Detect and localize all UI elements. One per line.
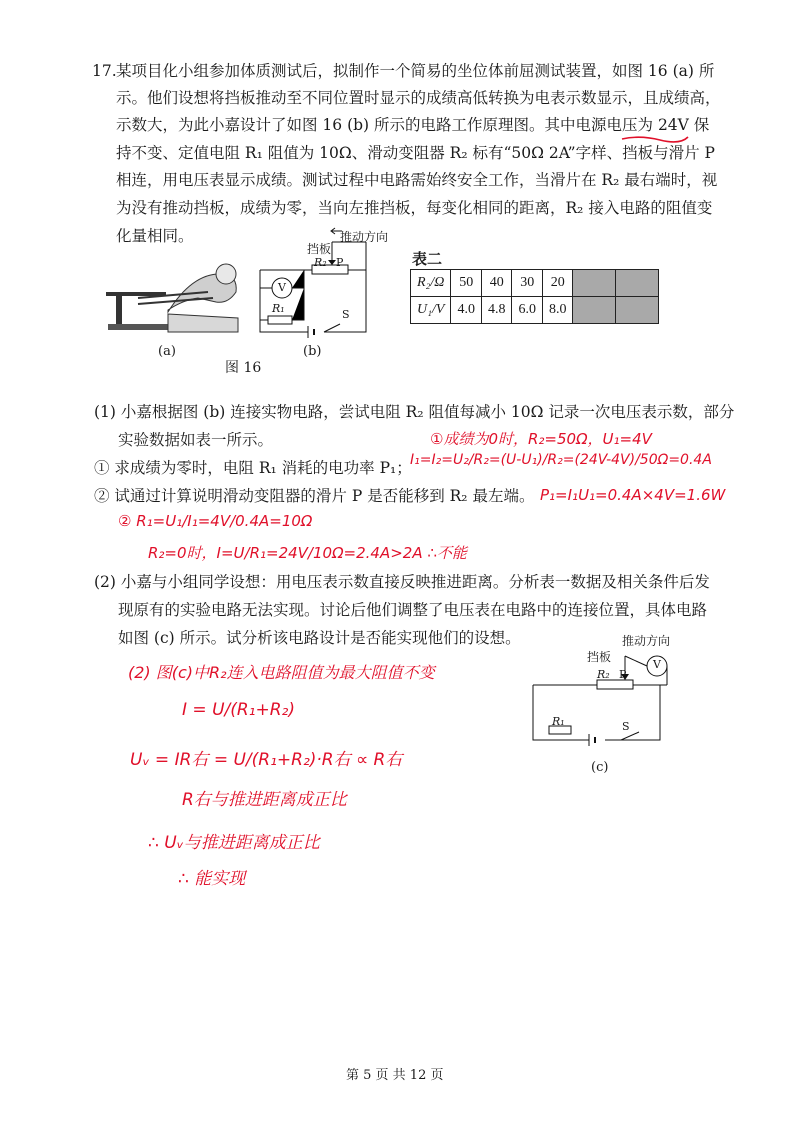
figure-16a-label: (a) xyxy=(158,344,176,359)
table-cell: 4.8 xyxy=(481,297,512,324)
part1-intro-line1: (1) 小嘉根据图 (b) 连接实物电路，尝试电阻 R₂ 阻值每减小 10Ω 记录一次电压表示数，部分 xyxy=(94,403,735,421)
handwriting-line: I₁=I₂=U₂/R₂=(U-U₁)/R₂=(24V-4V)/50Ω=0.4A xyxy=(410,452,712,468)
handwriting-line: ② R₁=U₁/I₁=4V/0.4A=10Ω xyxy=(118,512,313,530)
figc-baffle: 挡板 xyxy=(587,650,612,664)
figure-c-label: (c) xyxy=(591,760,609,775)
table-cell-blank xyxy=(573,297,616,324)
handwriting-line: I = U/(R₁+R₂) xyxy=(182,700,295,720)
figc-r2: R₂ xyxy=(597,668,610,681)
fig16b-s: S xyxy=(342,308,350,321)
figure-16a-illustration xyxy=(98,252,248,342)
figc-v: V xyxy=(653,658,661,671)
question-line-2: 示。他们设想将挡板推动至不同位置时显示的成绩高低转换为电表示数显示，且成绩高， xyxy=(116,89,721,107)
part2-line3: 如图 (c) 所示。试分析该电路设计是否能实现他们的设想。 xyxy=(118,629,521,647)
table-cell: 8.0 xyxy=(542,297,573,324)
part1-sub1: ① 求成绩为零时，电阻 R₁ 消耗的电功率 P₁； xyxy=(94,459,412,477)
table-header: U₁/V xyxy=(411,297,451,324)
table-cell: 30 xyxy=(512,270,543,297)
figc-s: S xyxy=(622,720,630,733)
page-footer: 第 5 页 共 12 页 xyxy=(346,1068,444,1083)
table-cell: 50 xyxy=(451,270,482,297)
table-cell-blank xyxy=(573,270,616,297)
table-cell-blank xyxy=(616,297,659,324)
question-line-1: 某项目化小组参加体质测试后，拟制作一个简易的坐位体前屈测试装置，如图 16 (a) 所 xyxy=(116,62,715,80)
question-line-5: 相连，用电压表显示成绩。测试过程中电路需始终安全工作，当滑片在 R₂ 最右端时，视 xyxy=(116,171,718,189)
handwriting-line: ∴ Uᵥ与推进距离成正比 xyxy=(148,833,320,853)
handwriting-line: R右与推进距离成正比 xyxy=(182,790,347,810)
question-line-6: 为没有推动挡板，成绩为零，当向左推挡板，每变化相同的距离，R₂ 接入电路的阻值变 xyxy=(116,199,713,217)
fig16b-p: P xyxy=(336,256,344,269)
fig16b-push-direction: 推动方向 xyxy=(340,230,389,244)
handwriting-line: R₂=0时，I=U/R₁=24V/10Ω=2.4A>2A ∴不能 xyxy=(148,544,467,562)
table-cell: 4.0 xyxy=(451,297,482,324)
figc-push-direction: 推动方向 xyxy=(622,634,671,648)
handwriting-line: P₁=I₁U₁=0.4A×4V=1.6W xyxy=(540,486,726,504)
part1-intro-line2: 实验数据如表一所示。 xyxy=(118,431,274,449)
handwriting-line: (2) 图(c)中R₂连入电路阻值为最大阻值不变 xyxy=(128,663,435,682)
figc-r1: R₁ xyxy=(552,715,565,728)
handwriting-line: Uᵥ = IR右 = U/(R₁+R₂)·R右 ∝ R右 xyxy=(130,750,403,770)
figure-16-caption: 图 16 xyxy=(225,360,262,376)
question-number: 17. xyxy=(92,62,117,80)
handwriting-line: ①成绩为0时，R₂=50Ω，U₁=4V xyxy=(430,430,652,448)
question-line-3: 示数大，为此小嘉设计了如图 16 (b) 所示的电路工作原理图。其中电源电压为 24V 保 xyxy=(116,116,710,134)
fig16b-r2: R₂ xyxy=(314,256,327,269)
part2-line2: 现原有的实验电路无法实现。讨论后他们调整了电压表在电路中的连接位置，具体电路 xyxy=(118,601,708,619)
figc-p: P xyxy=(619,668,627,681)
question-line-4: 持不变、定值电阻 R₁ 阻值为 10Ω、滑动变阻器 R₂ 标有“50Ω 2A”字样、挡板与滑片 P xyxy=(116,144,715,162)
ink-underline xyxy=(620,133,690,145)
part2-line1: (2) 小嘉与小组同学设想：用电压表示数直接反映推进距离。分析表一数据及相关条件后发 xyxy=(94,573,710,591)
table-row xyxy=(411,297,659,324)
fig16b-v: V xyxy=(278,281,286,294)
data-table xyxy=(410,269,659,324)
part1-sub2: ② 试通过计算说明滑动变阻器的滑片 P 是否能移到 R₂ 最左端。 xyxy=(94,487,535,505)
table-row xyxy=(411,270,659,297)
fig16b-r1: R₁ xyxy=(272,302,285,315)
table-cell: 20 xyxy=(542,270,573,297)
table-cell: 6.0 xyxy=(512,297,543,324)
table-header: R₂/Ω xyxy=(411,270,451,297)
figure-16b-label: (b) xyxy=(303,344,322,359)
fig16b-baffle: 挡板 xyxy=(307,242,332,256)
question-line-7: 化量相同。 xyxy=(116,227,194,245)
table-cell-blank xyxy=(616,270,659,297)
arrow-icon xyxy=(330,226,342,236)
handwriting-line: ∴ 能实现 xyxy=(178,869,246,889)
table2-title: 表二 xyxy=(412,250,443,268)
table-cell: 40 xyxy=(481,270,512,297)
